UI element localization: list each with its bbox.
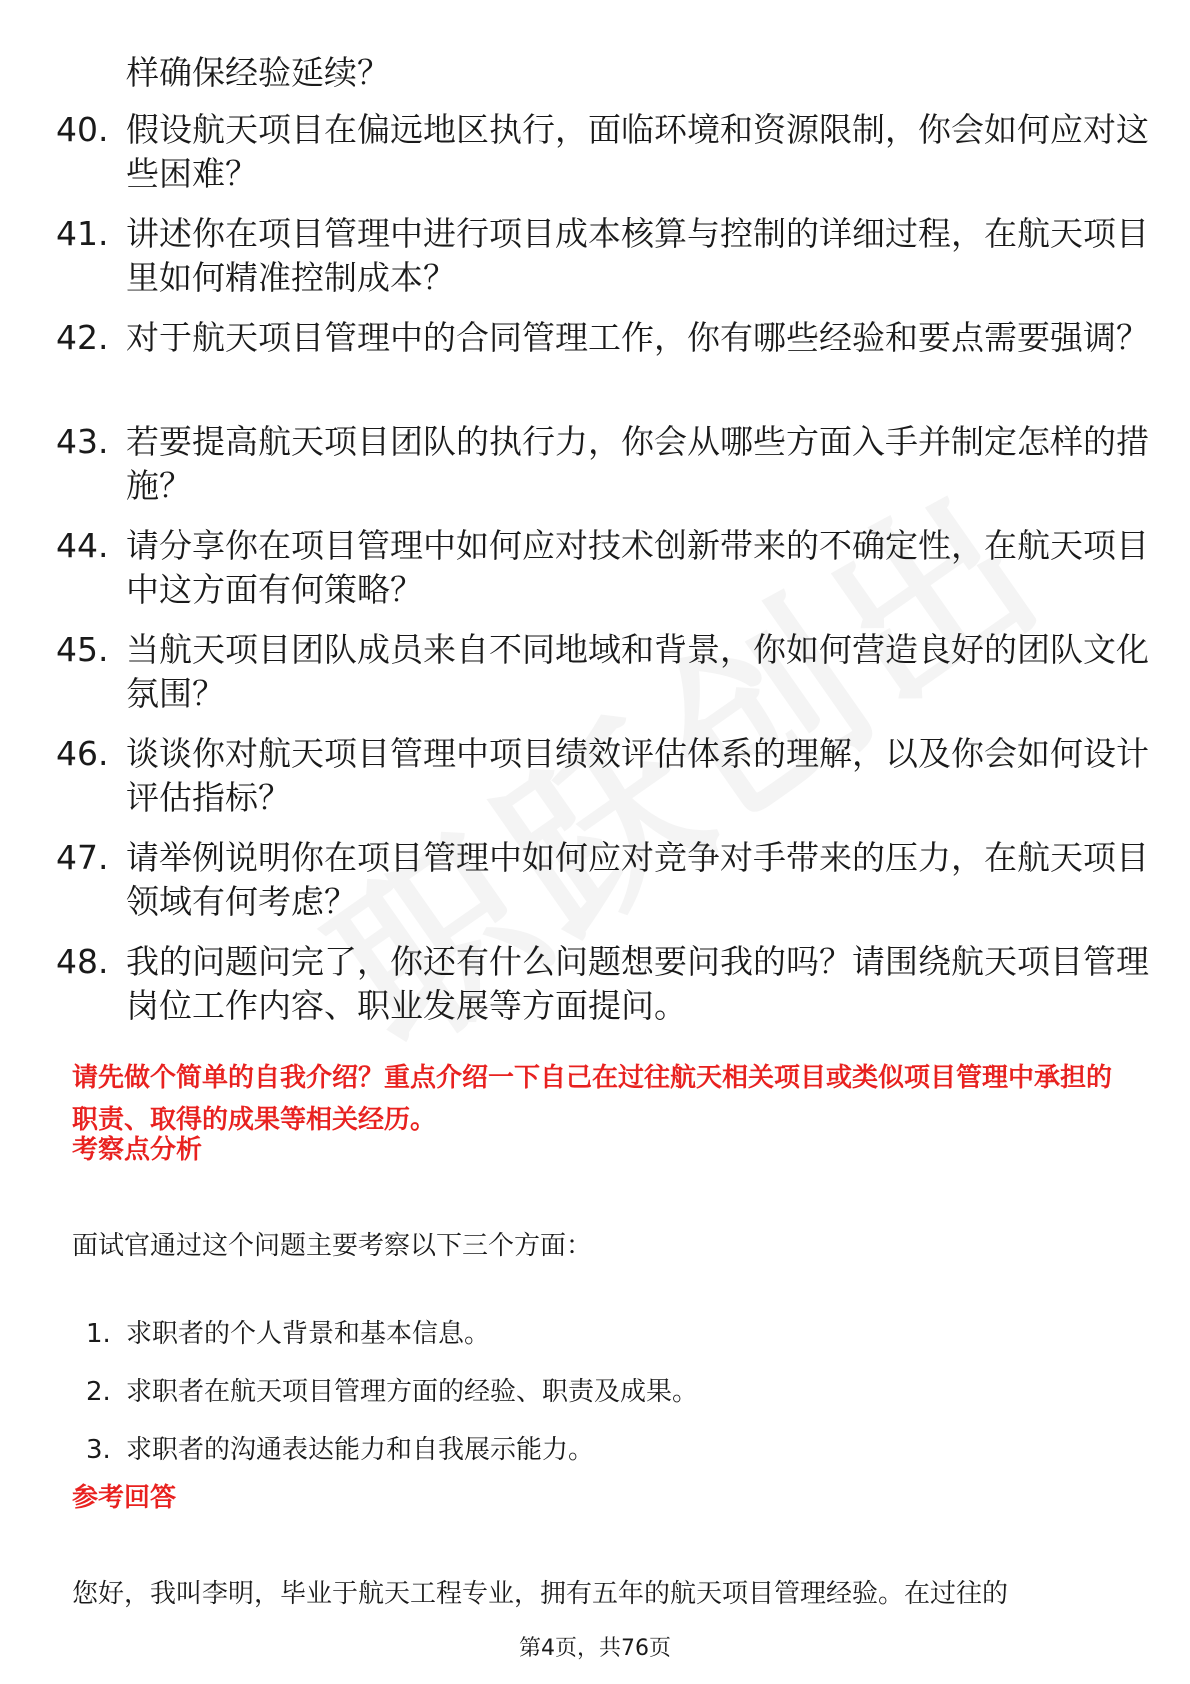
reference-heading: 参考回答	[72, 1483, 177, 1513]
analysis-point	[86, 1316, 698, 1352]
question-number: 40.	[56, 110, 109, 149]
question-text: 讲述你在项目管理中进行项目成本核算与控制的详细过程，在航天项目里如何精准控制成本？	[126, 214, 1149, 297]
question-text: 我的问题问完了，你还有什么问题想要问我的吗？请围绕航天项目管理岗位工作内容、职业发展等方面提问。	[126, 942, 1149, 1025]
question-item	[56, 316, 1149, 404]
question-text: 请举例说明你在项目管理中如何应对竞争对手带来的压力，在航天项目领域有何考虑？	[126, 838, 1149, 921]
analysis-points	[86, 1316, 698, 1490]
question-number: 43.	[56, 422, 109, 461]
question-item	[56, 628, 1149, 716]
question-text: 谈谈你对航天项目管理中项目绩效评估体系的理解，以及你会如何设计评估指标？	[126, 734, 1149, 817]
question-text: 请分享你在项目管理中如何应对技术创新带来的不确定性，在航天项目中这方面有何策略？	[126, 526, 1149, 609]
question-item	[56, 524, 1149, 612]
question-list	[56, 108, 1149, 1044]
question-number: 46.	[56, 734, 109, 773]
featured-question: 请先做个简单的自我介绍？重点介绍一下自己在过往航天相关项目或类似项目管理中承担的职责、取得的成果等相关经历。	[72, 1063, 1113, 1135]
analysis-point	[86, 1432, 698, 1468]
page-footer: 第4页，共76页	[519, 1636, 671, 1661]
question-item	[56, 212, 1149, 300]
question-item	[56, 420, 1149, 508]
question-number: 48.	[56, 942, 109, 981]
question-text: 当航天项目团队成员来自不同地域和背景，你如何营造良好的团队文化氛围？	[126, 630, 1149, 713]
question-number: 41.	[56, 214, 109, 253]
question-number: 42.	[56, 318, 109, 357]
point-text: 求职者的沟通表达能力和自我展示能力。	[126, 1435, 595, 1465]
question-item	[56, 836, 1149, 924]
point-number: 1.	[86, 1319, 111, 1349]
point-text: 求职者在航天项目管理方面的经验、职责及成果。	[126, 1377, 699, 1407]
question-item	[56, 732, 1149, 820]
point-number: 3.	[86, 1435, 111, 1465]
analysis-intro: 面试官通过这个问题主要考察以下三个方面：	[72, 1231, 593, 1261]
question-text: 若要提高航天项目团队的执行力，你会从哪些方面入手并制定怎样的措施？	[126, 422, 1149, 505]
question-number: 44.	[56, 526, 109, 565]
question-continuation: 样确保经验延续？	[126, 53, 390, 92]
question-number: 45.	[56, 630, 109, 669]
question-number: 47.	[56, 838, 109, 877]
question-text: 对于航天项目管理中的合同管理工作，你有哪些经验和要点需要强调？	[126, 318, 1149, 357]
analysis-heading: 考察点分析	[72, 1135, 203, 1165]
question-item	[56, 108, 1149, 196]
point-number: 2.	[86, 1377, 111, 1407]
reference-answer: 您好，我叫李明，毕业于航天工程专业，拥有五年的航天项目管理经验。在过往的	[72, 1579, 1009, 1609]
analysis-point	[86, 1374, 698, 1410]
point-text: 求职者的个人背景和基本信息。	[126, 1319, 491, 1349]
question-text: 假设航天项目在偏远地区执行，面临环境和资源限制，你会如何应对这些困难？	[126, 110, 1149, 193]
question-item	[56, 940, 1149, 1028]
